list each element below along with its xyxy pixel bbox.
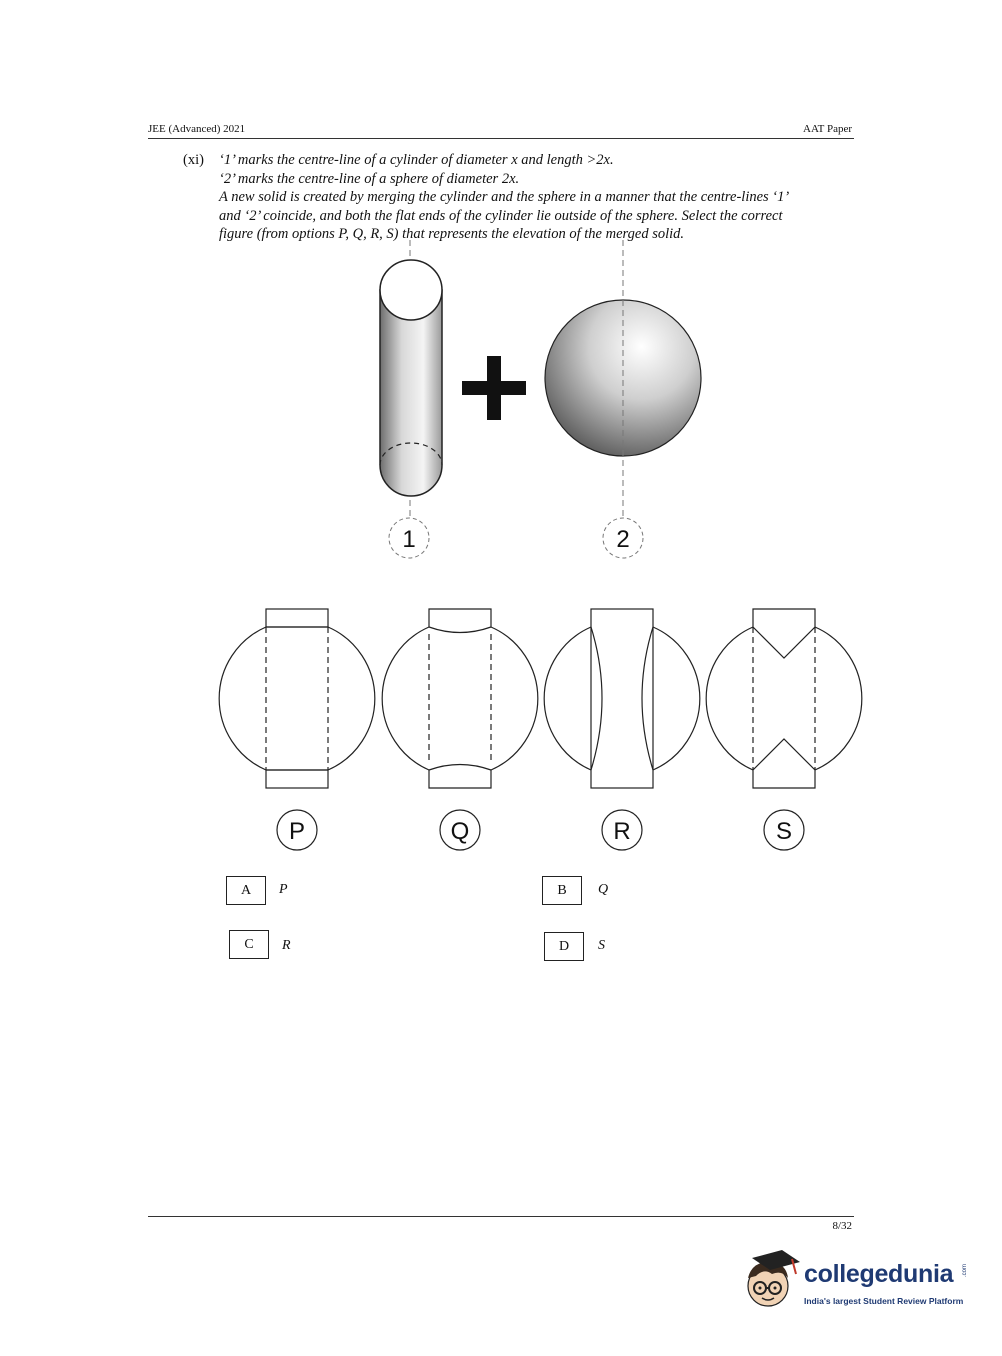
- brand-logo: [742, 1248, 972, 1318]
- footer-divider: [148, 1216, 854, 1217]
- page-number: 8/32: [832, 1220, 852, 1232]
- question-line: ‘1’ marks the centre-line of a cylinder of diameter x and length >2x.: [219, 152, 614, 168]
- question-line: A new solid is created by merging the cylinder and the sphere in a manner that the centre-lines ‘1’: [219, 189, 790, 206]
- option-c-value: R: [282, 938, 291, 953]
- option-figure-label-q: Q: [450, 818, 470, 845]
- brand-name: collegedunia: [804, 1260, 954, 1288]
- option-b-value: Q: [598, 882, 609, 897]
- paper-name: AAT Paper: [803, 123, 852, 135]
- exam-title: JEE (Advanced) 2021: [148, 123, 246, 135]
- option-figure-label-p: P: [288, 818, 306, 845]
- brand-domain: .com: [962, 1264, 968, 1278]
- question-line: ‘2’ marks the centre-line of a sphere of diameter 2x.: [219, 170, 520, 187]
- cylinder: [380, 260, 442, 496]
- option-figure-q: [382, 609, 538, 788]
- option-figure-label-s: S: [775, 818, 793, 845]
- mascot-icon: [742, 1248, 802, 1312]
- option-figure-s: [706, 609, 862, 788]
- option-figure-label-r: R: [613, 818, 631, 845]
- brand-tagline: India's largest Student Review Platform: [804, 1296, 964, 1306]
- option-b-box[interactable]: B: [542, 876, 582, 905]
- option-figure-r: [544, 609, 700, 788]
- plus-icon: [462, 356, 526, 420]
- option-d-value: S: [598, 938, 605, 953]
- option-figure-p: [219, 609, 375, 788]
- question-line: figure (from options P, Q, R, S) that represents the elevation of the merged solid.: [219, 226, 685, 243]
- question-number: (xi): [183, 152, 204, 168]
- question-line: and ‘2’ coincide, and both the flat ends of the cylinder lie outside of the sphere. Select the correct: [219, 207, 783, 224]
- option-d-box[interactable]: D: [544, 932, 584, 961]
- centerline-label-2: 2: [616, 526, 630, 553]
- option-a-value: P: [279, 882, 288, 897]
- centerline-label-1: 1: [402, 526, 416, 553]
- option-c-box[interactable]: C: [229, 930, 269, 959]
- option-a-box[interactable]: A: [226, 876, 266, 905]
